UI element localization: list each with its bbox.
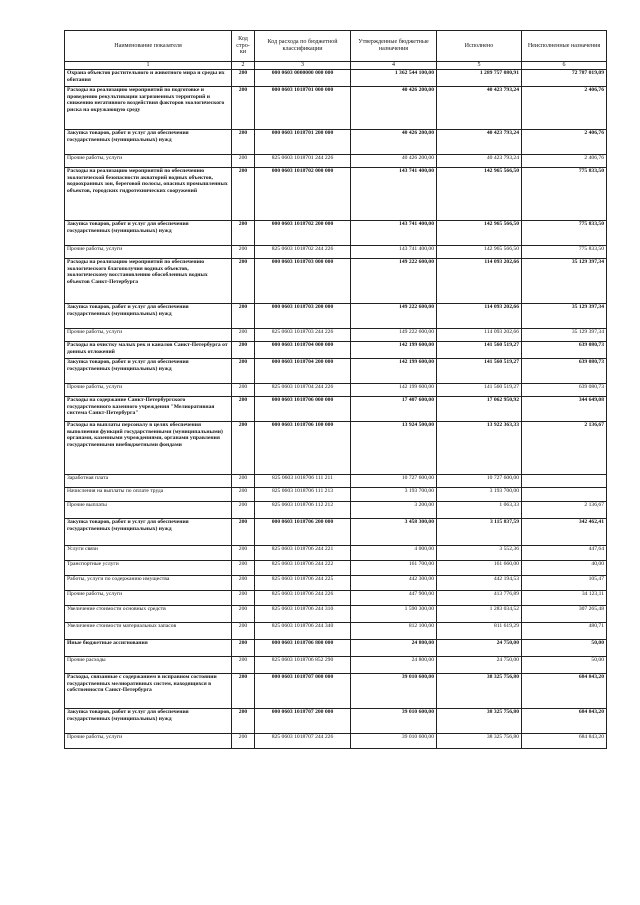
executed-amount: 24 750,00: [437, 657, 522, 674]
unexecuted-amount: 639 080,73: [522, 342, 607, 359]
table-row: [65, 259, 607, 304]
line-code: 200: [232, 70, 255, 87]
approved-amount: 149 222 600,00: [351, 329, 437, 342]
unexecuted-amount: 72 787 019,09: [522, 70, 607, 87]
table-row: [65, 657, 607, 674]
indicator-name: Закупка товаров, работ и услуг для обеспечения государственных (муниципальных) нужд: [65, 130, 232, 155]
expense-code: 825 0603 1018706 244 340: [255, 623, 351, 640]
indicator-name: Услуги связи: [65, 546, 232, 561]
expense-code: 000 0603 1018702 000 000: [255, 168, 351, 221]
table-row: [65, 384, 607, 397]
unexecuted-amount: 775 833,50: [522, 246, 607, 259]
line-code: 200: [232, 304, 255, 329]
approved-amount: 10 727 600,00: [351, 475, 437, 488]
indicator-name: Расходы на очистку малых рек и каналов Санкт-Петербурга от донных отложений: [65, 342, 232, 359]
approved-amount: 149 222 600,00: [351, 259, 437, 304]
approved-amount: 1 590 300,00: [351, 606, 437, 623]
unexecuted-amount: 35 129 397,34: [522, 304, 607, 329]
approved-amount: 40 426 200,00: [351, 130, 437, 155]
expense-code: 825 0603 1018706 112 212: [255, 502, 351, 519]
approved-amount: 3 193 700,00: [351, 488, 437, 502]
unexecuted-amount: 639 080,73: [522, 384, 607, 397]
column-number-row: [65, 62, 607, 70]
column-number: 4: [351, 62, 437, 70]
executed-amount: 413 776,89: [437, 591, 522, 606]
table-row: [65, 397, 607, 422]
executed-amount: 38 325 756,80: [437, 709, 522, 734]
line-code: 200: [232, 657, 255, 674]
table-row: [65, 591, 607, 606]
indicator-name: Прочие работы, услуги: [65, 246, 232, 259]
line-code: 200: [232, 155, 255, 168]
indicator-name: Закупка товаров, работ и услуг для обеспечения государственных (муниципальных) нужд: [65, 221, 232, 246]
indicator-name: Расходы на реализацию мероприятий по обеспечению экологической безопасности акваторий водных объектов, водоохранных зон, береговой полосы, опасных промышленных объектов, городских гидротехнических сооружений: [65, 168, 232, 221]
executed-amount: 142 965 566,50: [437, 168, 522, 221]
approved-amount: 447 900,00: [351, 591, 437, 606]
unexecuted-amount: 447,64: [522, 546, 607, 561]
indicator-name: Работы, услуги по содержанию имущества: [65, 576, 232, 591]
table-row: [65, 576, 607, 591]
executed-amount: 40 423 793,24: [437, 87, 522, 130]
executed-amount: 114 093 202,66: [437, 259, 522, 304]
table-row: [65, 561, 607, 576]
unexecuted-amount: 307 265,48: [522, 606, 607, 623]
approved-amount: 39 010 600,00: [351, 709, 437, 734]
line-code: 200: [232, 422, 255, 475]
indicator-name: Закупка товаров, работ и услуг для обеспечения государственных (муниципальных) нужд: [65, 359, 232, 384]
expense-code: 000 0603 1018702 200 000: [255, 221, 351, 246]
unexecuted-amount: 2 406,76: [522, 130, 607, 155]
executed-amount: 1 289 757 080,91: [437, 70, 522, 87]
indicator-name: Закупка товаров, работ и услуг для обеспечения государственных (муниципальных) нужд: [65, 519, 232, 546]
line-code: 200: [232, 87, 255, 130]
executed-amount: 17 062 950,92: [437, 397, 522, 422]
executed-amount: 442 194,53: [437, 576, 522, 591]
executed-amount: 38 325 756,80: [437, 674, 522, 709]
line-code: 200: [232, 640, 255, 657]
indicator-name: Увеличение стоимости основных средств: [65, 606, 232, 623]
approved-amount: 39 010 600,00: [351, 734, 437, 749]
executed-amount: 142 965 566,50: [437, 221, 522, 246]
column-number: 3: [255, 62, 351, 70]
line-code: 200: [232, 246, 255, 259]
unexecuted-amount: 2 406,76: [522, 155, 607, 168]
indicator-name: Прочие работы, услуги: [65, 329, 232, 342]
line-code: 200: [232, 259, 255, 304]
expense-code: 825 0603 1018703 244 226: [255, 329, 351, 342]
executed-amount: 10 727 600,00: [437, 475, 522, 488]
table-row: [65, 519, 607, 546]
expense-code: 825 0603 1018706 111 213: [255, 488, 351, 502]
expense-code: 825 0603 1018706 244 226: [255, 591, 351, 606]
line-code: 200: [232, 488, 255, 502]
approved-amount: 39 010 600,00: [351, 674, 437, 709]
indicator-name: Прочие выплаты: [65, 502, 232, 519]
approved-amount: 143 741 400,00: [351, 221, 437, 246]
table-row: [65, 246, 607, 259]
expense-code: 825 0603 1018707 244 226: [255, 734, 351, 749]
line-code: 200: [232, 342, 255, 359]
unexecuted-amount: 775 833,50: [522, 168, 607, 221]
executed-amount: 40 423 793,24: [437, 130, 522, 155]
unexecuted-amount: 40,00: [522, 561, 607, 576]
expense-code: 000 0603 1018707 200 000: [255, 709, 351, 734]
expense-code: 825 0603 1018706 852 290: [255, 657, 351, 674]
line-code: 200: [232, 519, 255, 546]
expense-code: 825 0603 1018706 244 310: [255, 606, 351, 623]
expense-code: 000 0603 1018706 200 000: [255, 519, 351, 546]
header-approved: Утвержденные бюджетные назначения: [351, 31, 437, 62]
table-row: [65, 623, 607, 640]
line-code: 200: [232, 397, 255, 422]
expense-code: 000 0603 1018703 200 000: [255, 304, 351, 329]
unexecuted-amount: 2 406,76: [522, 87, 607, 130]
executed-amount: 114 093 202,66: [437, 329, 522, 342]
table-row: [65, 329, 607, 342]
column-number: 1: [65, 62, 232, 70]
executed-amount: 161 660,00: [437, 561, 522, 576]
executed-amount: 142 965 566,50: [437, 246, 522, 259]
line-code: 200: [232, 359, 255, 384]
table-row: [65, 304, 607, 329]
table-row: [65, 168, 607, 221]
table-row: [65, 70, 607, 87]
table-row: [65, 546, 607, 561]
budget-execution-table: [64, 30, 607, 749]
table-row: [65, 221, 607, 246]
approved-amount: 143 741 400,00: [351, 246, 437, 259]
approved-amount: 1 362 544 100,00: [351, 70, 437, 87]
indicator-name: Расходы на содержание Санкт-Петербургского государственного казенного учреждения "Мелиоративная система Санкт-Петербурга": [65, 397, 232, 422]
indicator-name: Расходы на выплаты персоналу в целях обеспечения выполнения функций государственными (муниципальными) органами, казенными учреждениями, органами управления государственными внебюджетными фондами: [65, 422, 232, 475]
expense-code: 825 0603 1018706 244 221: [255, 546, 351, 561]
line-code: 200: [232, 329, 255, 342]
line-code: 200: [232, 709, 255, 734]
line-code: 200: [232, 168, 255, 221]
approved-amount: 24 800,00: [351, 640, 437, 657]
table-row: [65, 155, 607, 168]
unexecuted-amount: 684 843,20: [522, 734, 607, 749]
indicator-name: Увеличение стоимости материальных запасов: [65, 623, 232, 640]
indicator-name: Заработная плата: [65, 475, 232, 488]
column-number: 2: [232, 62, 255, 70]
approved-amount: 812 100,00: [351, 623, 437, 640]
line-code: 200: [232, 561, 255, 576]
executed-amount: 1 283 034,52: [437, 606, 522, 623]
line-code: 200: [232, 546, 255, 561]
indicator-name: Расходы на реализацию мероприятий по обеспечению экологического благополучия водных объектов, экологическому восстановлению обособленных водных объектов Санкт-Петербурга: [65, 259, 232, 304]
approved-amount: 40 426 200,00: [351, 155, 437, 168]
indicator-name: Иные бюджетные ассигнования: [65, 640, 232, 657]
unexecuted-amount: 50,00: [522, 657, 607, 674]
header-unexecuted: Неисполненные назначения: [522, 31, 607, 62]
line-code: 200: [232, 502, 255, 519]
approved-amount: 142 199 600,00: [351, 359, 437, 384]
expense-code: 825 0603 1018704 244 226: [255, 384, 351, 397]
line-code: 200: [232, 734, 255, 749]
table-row: [65, 606, 607, 623]
approved-amount: 3 458 300,00: [351, 519, 437, 546]
approved-amount: 3 200,00: [351, 502, 437, 519]
indicator-name: Прочие работы, услуги: [65, 155, 232, 168]
unexecuted-amount: 684 843,20: [522, 674, 607, 709]
approved-amount: 142 199 600,00: [351, 342, 437, 359]
expense-code: 000 0603 1018701 000 000: [255, 87, 351, 130]
budget-table-page: [64, 30, 606, 749]
table-row: [65, 674, 607, 709]
executed-amount: 38 325 756,80: [437, 734, 522, 749]
executed-amount: 13 922 363,33: [437, 422, 522, 475]
approved-amount: 149 222 600,00: [351, 304, 437, 329]
unexecuted-amount: 2 136,67: [522, 502, 607, 519]
unexecuted-amount: 775 833,50: [522, 221, 607, 246]
expense-code: 825 0603 1018702 244 226: [255, 246, 351, 259]
expense-code: 825 0603 1018706 111 211: [255, 475, 351, 488]
unexecuted-amount: 684 843,20: [522, 709, 607, 734]
unexecuted-amount: 480,71: [522, 623, 607, 640]
approved-amount: 442 300,00: [351, 576, 437, 591]
indicator-name: Закупка товаров, работ и услуг для обеспечения государственных (муниципальных) нужд: [65, 709, 232, 734]
table-body: [65, 70, 607, 749]
line-code: 200: [232, 623, 255, 640]
unexecuted-amount: 105,47: [522, 576, 607, 591]
unexecuted-amount: 35 129 397,34: [522, 329, 607, 342]
approved-amount: 4 000,00: [351, 546, 437, 561]
column-number: 5: [437, 62, 522, 70]
indicator-name: Расходы на реализацию мероприятий по подготовке и проведению рекультивации загрязненных территорий и снижению негативного воздействия факторов экологического риска на окружающую среду: [65, 87, 232, 130]
header-executed: Исполнено: [437, 31, 522, 62]
column-number: 6: [522, 62, 607, 70]
table-row: [65, 87, 607, 130]
line-code: 200: [232, 475, 255, 488]
executed-amount: 24 750,00: [437, 640, 522, 657]
indicator-name: Начисления на выплаты по оплате труда: [65, 488, 232, 502]
executed-amount: 3 552,36: [437, 546, 522, 561]
expense-code: 000 0603 1018706 800 000: [255, 640, 351, 657]
executed-amount: 141 560 519,27: [437, 342, 522, 359]
executed-amount: 141 560 519,27: [437, 384, 522, 397]
expense-code: 000 0603 1018704 200 000: [255, 359, 351, 384]
executed-amount: 3 115 837,59: [437, 519, 522, 546]
line-code: 200: [232, 591, 255, 606]
expense-code: 825 0603 1018706 244 222: [255, 561, 351, 576]
line-code: 200: [232, 674, 255, 709]
indicator-name: Прочие работы, услуги: [65, 591, 232, 606]
indicator-name: Прочие работы, услуги: [65, 734, 232, 749]
expense-code: 000 0603 1018701 200 000: [255, 130, 351, 155]
executed-amount: 3 193 700,00: [437, 488, 522, 502]
line-code: 200: [232, 606, 255, 623]
line-code: 200: [232, 384, 255, 397]
table-row: [65, 475, 607, 488]
unexecuted-amount: 34 123,11: [522, 591, 607, 606]
expense-code: 000 0603 1018706 100 000: [255, 422, 351, 475]
executed-amount: 1 063,33: [437, 502, 522, 519]
table-row: [65, 130, 607, 155]
line-code: 200: [232, 221, 255, 246]
table-row: [65, 640, 607, 657]
unexecuted-amount: 342 462,41: [522, 519, 607, 546]
expense-code: 825 0603 1018701 244 226: [255, 155, 351, 168]
table-row: [65, 709, 607, 734]
header-name: Наименование показателя: [65, 31, 232, 62]
approved-amount: 161 700,00: [351, 561, 437, 576]
indicator-name: Прочие работы, услуги: [65, 384, 232, 397]
header-expense-code: Код расхода по бюджетной классификации: [255, 31, 351, 62]
unexecuted-amount: [522, 488, 607, 502]
unexecuted-amount: [522, 475, 607, 488]
approved-amount: 143 741 400,00: [351, 168, 437, 221]
approved-amount: 142 199 600,00: [351, 384, 437, 397]
executed-amount: 811 619,29: [437, 623, 522, 640]
approved-amount: 13 924 500,00: [351, 422, 437, 475]
table-header-row: [65, 31, 607, 62]
indicator-name: Прочие расходы: [65, 657, 232, 674]
expense-code: 000 0603 1018704 000 000: [255, 342, 351, 359]
unexecuted-amount: 2 136,67: [522, 422, 607, 475]
header-line-code: Код стро-ки: [232, 31, 255, 62]
unexecuted-amount: 639 080,73: [522, 359, 607, 384]
executed-amount: 114 093 202,66: [437, 304, 522, 329]
unexecuted-amount: 35 129 397,34: [522, 259, 607, 304]
indicator-name: Закупка товаров, работ и услуг для обеспечения государственных (муниципальных) нужд: [65, 304, 232, 329]
line-code: 200: [232, 576, 255, 591]
expense-code: 000 0603 0000000 000 000: [255, 70, 351, 87]
line-code: 200: [232, 130, 255, 155]
approved-amount: 24 800,00: [351, 657, 437, 674]
unexecuted-amount: 344 649,08: [522, 397, 607, 422]
indicator-name: Охрана объектов растительного и животного мира и среды их обитания: [65, 70, 232, 87]
expense-code: 000 0603 1018707 000 000: [255, 674, 351, 709]
table-row: [65, 734, 607, 749]
unexecuted-amount: 50,00: [522, 640, 607, 657]
expense-code: 000 0603 1018706 000 000: [255, 397, 351, 422]
table-row: [65, 502, 607, 519]
expense-code: 000 0603 1018703 000 000: [255, 259, 351, 304]
table-row: [65, 342, 607, 359]
executed-amount: 40 423 793,24: [437, 155, 522, 168]
indicator-name: Транспортные услуги: [65, 561, 232, 576]
table-row: [65, 422, 607, 475]
table-row: [65, 359, 607, 384]
executed-amount: 141 560 519,27: [437, 359, 522, 384]
expense-code: 825 0603 1018706 244 225: [255, 576, 351, 591]
approved-amount: 17 407 600,00: [351, 397, 437, 422]
indicator-name: Расходы, связанные с содержанием в исправном состоянии государственных мелиоративных систем, находящихся в собственности Санкт-Петербурга: [65, 674, 232, 709]
table-row: [65, 488, 607, 502]
approved-amount: 40 426 200,00: [351, 87, 437, 130]
